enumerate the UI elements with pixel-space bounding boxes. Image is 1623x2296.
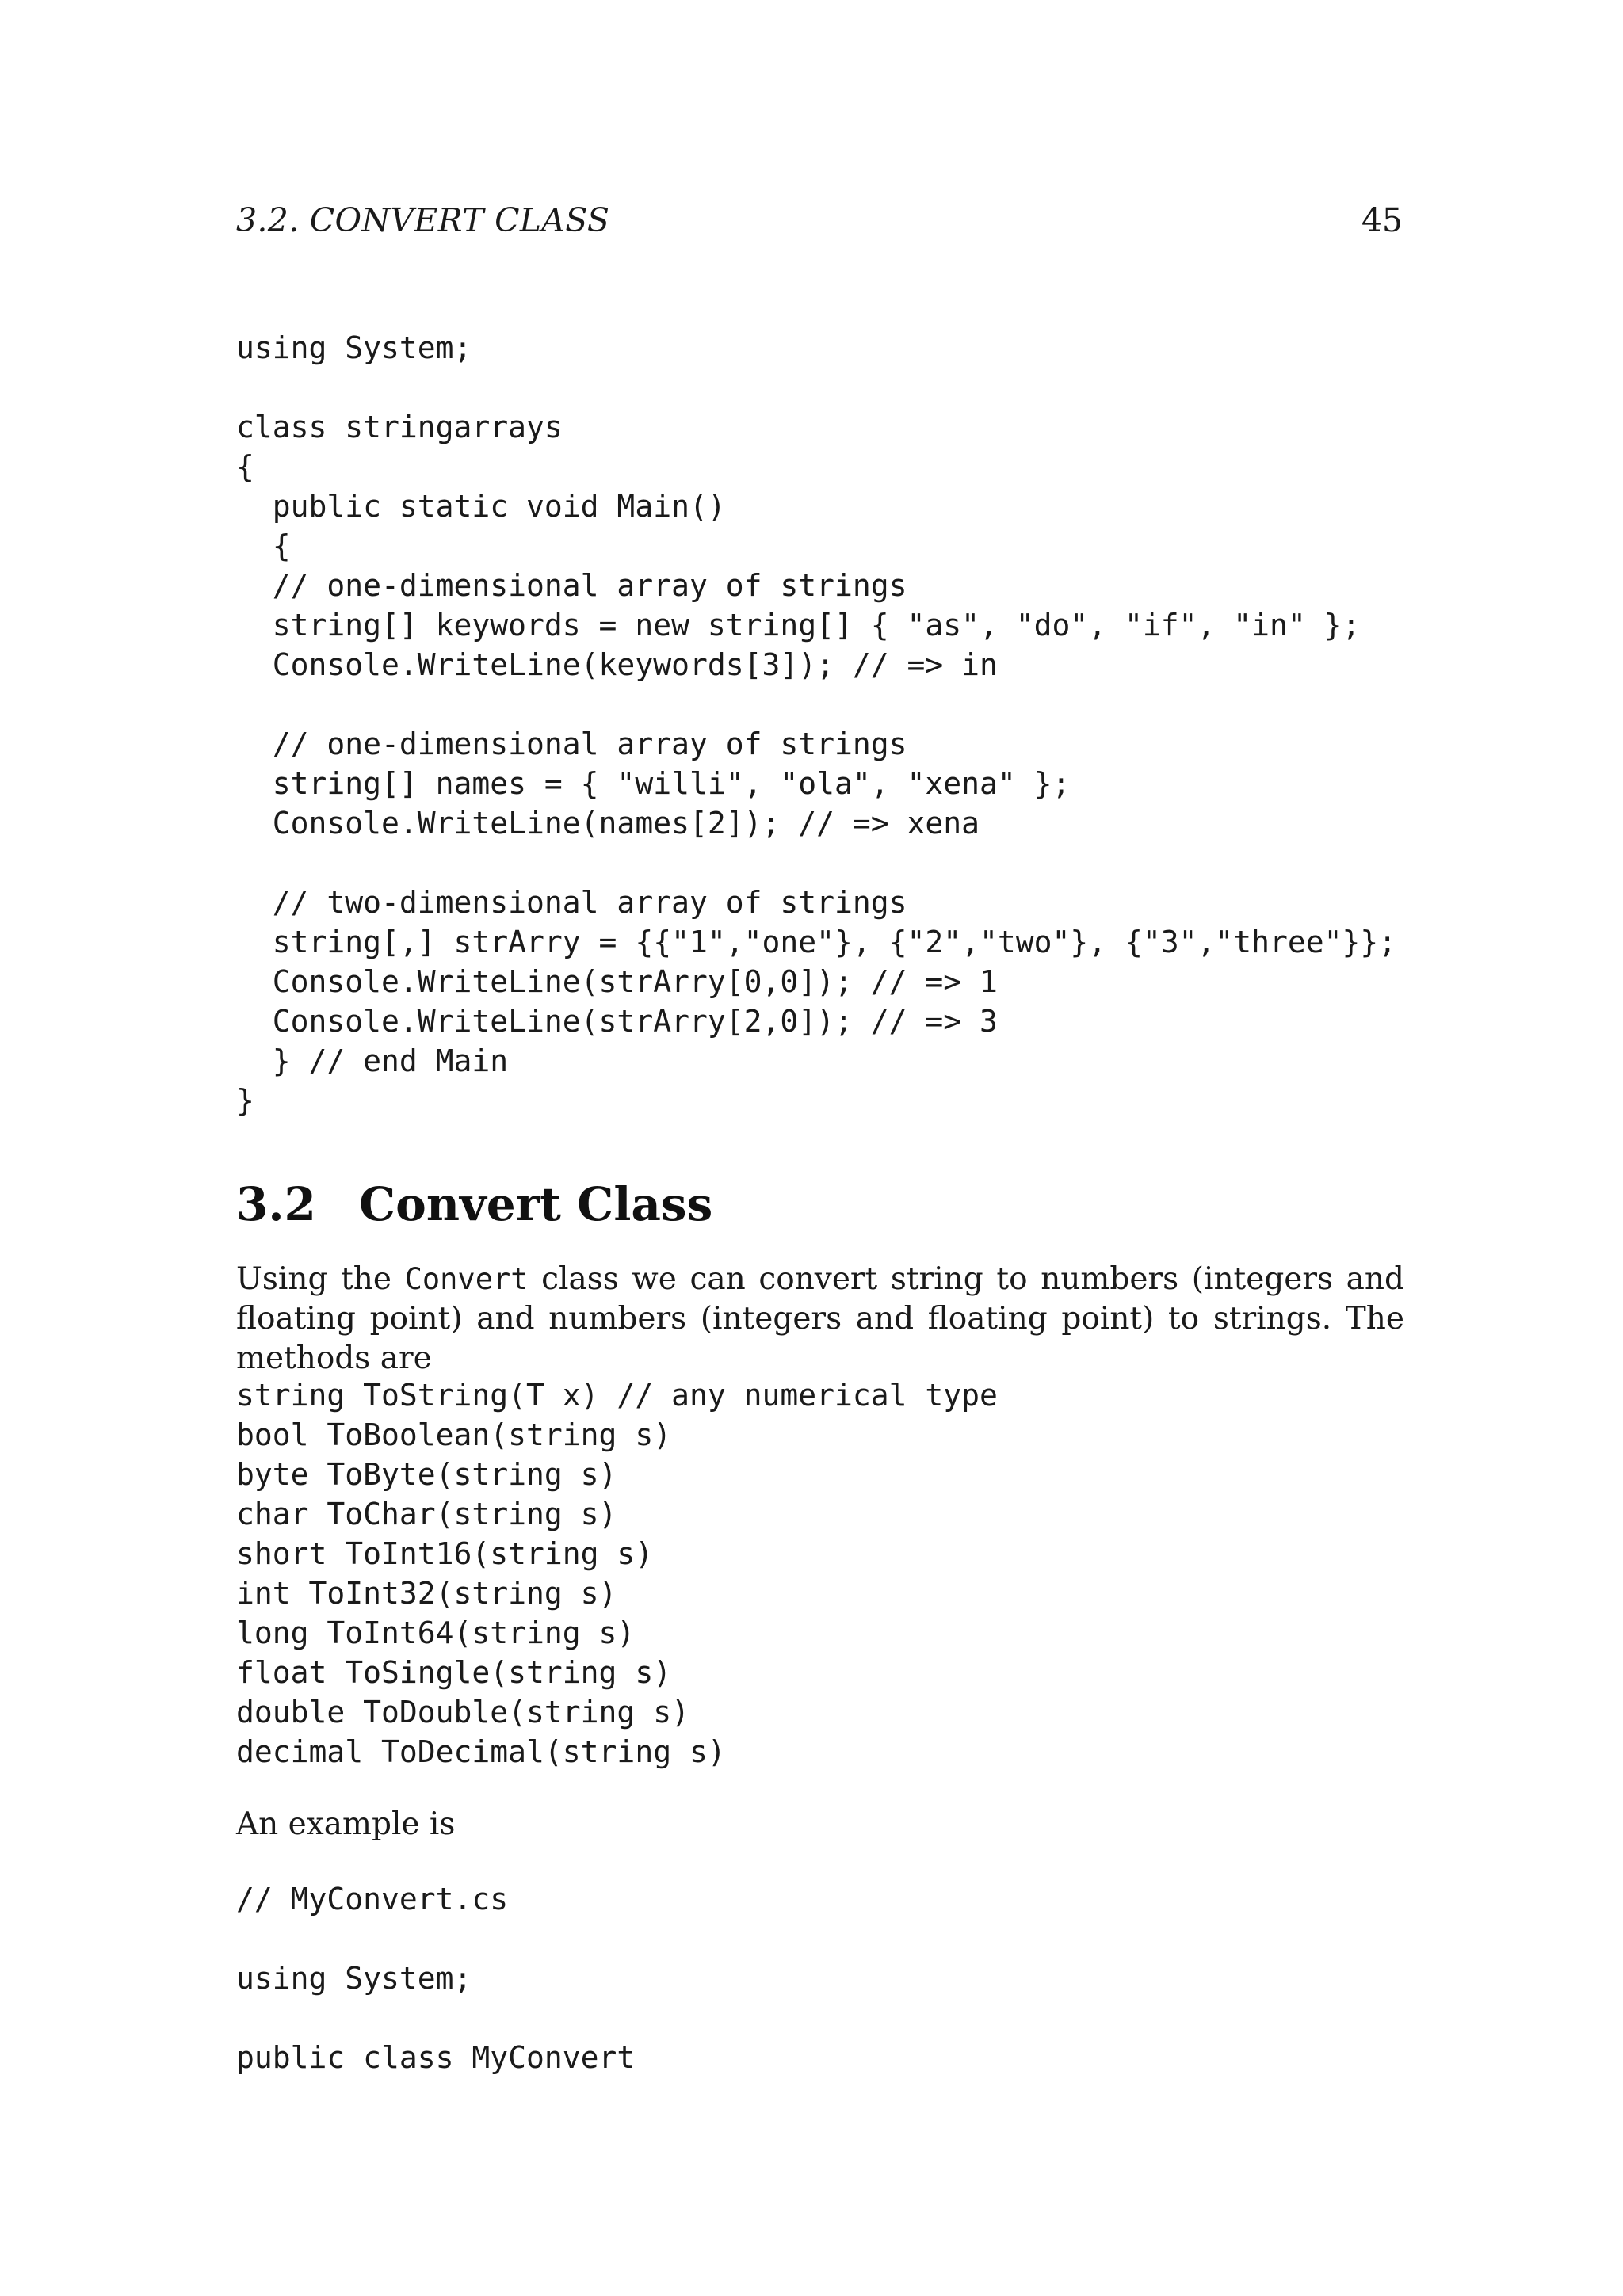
example-intro-text: An example is	[236, 1806, 456, 1842]
code-line: string ToString(T x) // any numerical type	[236, 1378, 998, 1413]
intro-text-after: class we can convert string to numbers (integers and floating point) and numbers (integers and floating point) to strings. The methods are	[236, 1261, 1404, 1376]
code-line: string[,] strArry = {{"1","one"}, {"2","two"}, {"3","three"}};	[236, 925, 1397, 959]
code-line: char ToChar(string s)	[236, 1497, 617, 1531]
code-line: int ToInt32(string s)	[236, 1576, 617, 1611]
code-line: // one-dimensional array of strings	[236, 727, 907, 761]
code-line: Console.WriteLine(strArry[2,0]); // => 3	[236, 1004, 998, 1039]
code-line: }	[236, 1083, 254, 1118]
code-line: byte ToByte(string s)	[236, 1457, 617, 1492]
code-line	[236, 1919, 635, 1958]
running-title: 3.2. CONVERT CLASS	[236, 201, 610, 239]
code-line: string[] names = { "willi", "ola", "xena" };	[236, 766, 1071, 801]
running-header	[236, 196, 1403, 244]
code-line: decimal ToDecimal(string s)	[236, 1734, 726, 1769]
code-line: double ToDouble(string s)	[236, 1695, 689, 1730]
code-line: class stringarrays	[236, 410, 563, 444]
code-line: // two-dimensional array of strings	[236, 885, 907, 920]
code-line: float ToSingle(string s)	[236, 1655, 672, 1690]
code-line: {	[236, 528, 291, 563]
section-title: Convert Class	[359, 1177, 713, 1231]
intro-paragraph	[236, 1260, 1404, 1379]
code-line	[236, 368, 1396, 407]
inline-code-convert: Convert	[404, 1262, 529, 1296]
code-block-stringarrays	[236, 328, 1396, 1120]
code-line: Console.WriteLine(names[2]); // => xena	[236, 806, 980, 841]
code-block-myconvert	[236, 1879, 635, 2077]
code-block-convert-methods	[236, 1375, 998, 1772]
code-line: long ToInt64(string s)	[236, 1615, 636, 1650]
code-line: // MyConvert.cs	[236, 1882, 509, 1917]
intro-text-before: Using the	[236, 1261, 405, 1297]
code-line: using System;	[236, 1961, 472, 1996]
code-line: Console.WriteLine(strArry[0,0]); // => 1	[236, 964, 998, 999]
code-line: {	[236, 449, 254, 484]
code-line: Console.WriteLine(keywords[3]); // => in	[236, 647, 998, 682]
code-line: string[] keywords = new string[] { "as", "do", "if", "in" };	[236, 608, 1361, 643]
code-line: short ToInt16(string s)	[236, 1536, 654, 1571]
code-line	[236, 685, 1396, 724]
code-line: } // end Main	[236, 1043, 509, 1078]
code-line	[236, 843, 1396, 883]
section-number: 3.2	[236, 1177, 316, 1231]
code-line: public class MyConvert	[236, 2040, 636, 2075]
code-line	[236, 1998, 635, 2038]
code-line: // one-dimensional array of strings	[236, 568, 907, 603]
code-line: bool ToBoolean(string s)	[236, 1417, 672, 1452]
page-number: 45	[1361, 201, 1403, 239]
code-line: using System;	[236, 330, 472, 365]
section-heading	[236, 1173, 712, 1236]
code-line: public static void Main()	[236, 489, 726, 524]
